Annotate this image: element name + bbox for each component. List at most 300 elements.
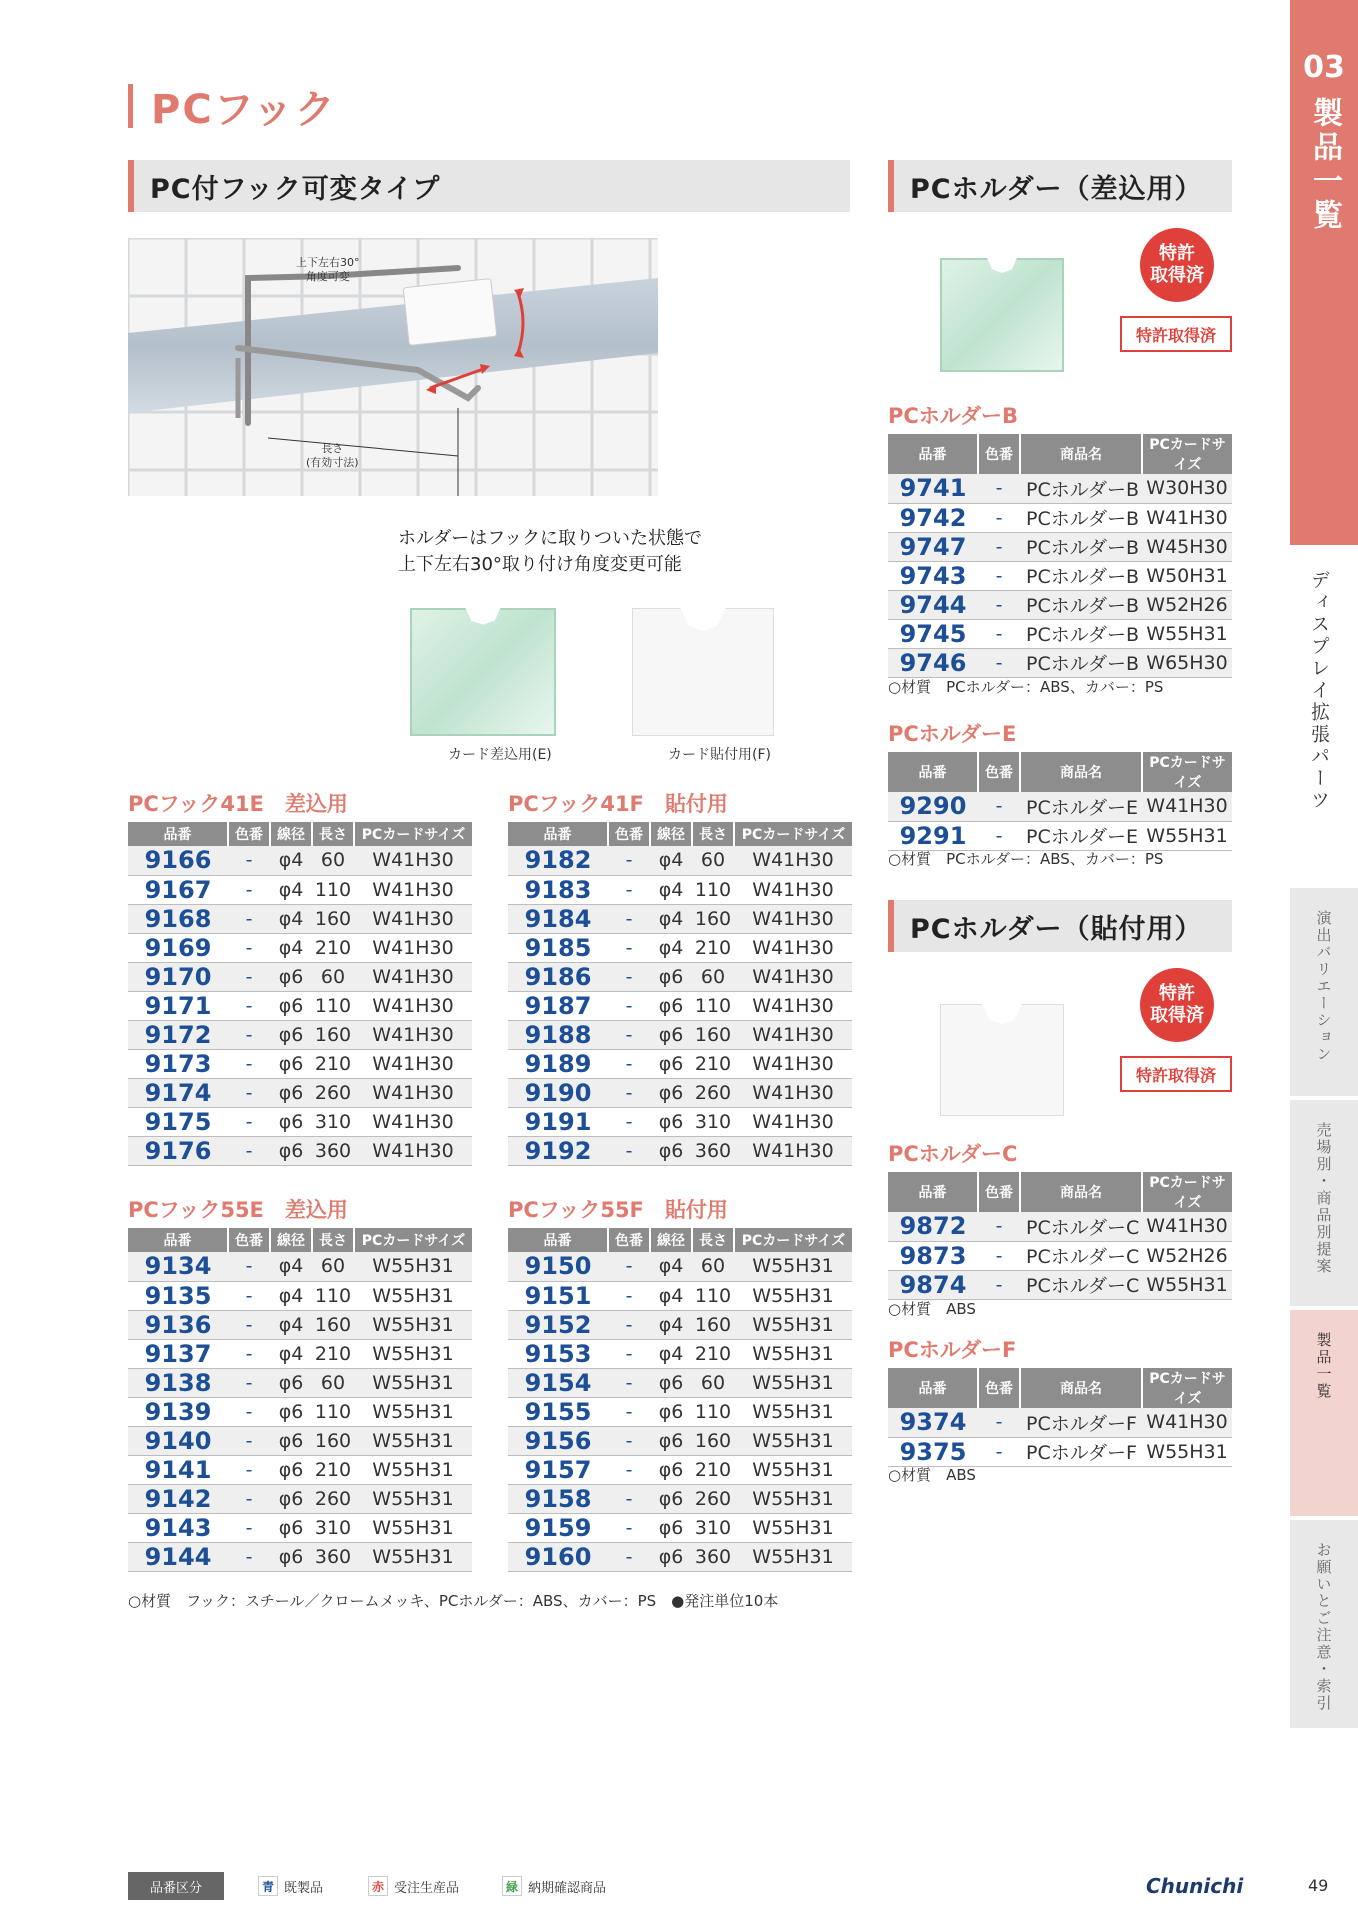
length: 210 bbox=[692, 1049, 734, 1078]
item-code: 9191 bbox=[508, 1107, 608, 1136]
column-header: 線径 bbox=[270, 822, 312, 846]
color-code: - bbox=[228, 846, 270, 875]
item-code: 9158 bbox=[508, 1484, 608, 1513]
length: 260 bbox=[312, 1484, 354, 1513]
item-code: 9155 bbox=[508, 1397, 608, 1426]
color-code: - bbox=[228, 962, 270, 991]
brand-logo: Chunichi bbox=[1146, 1874, 1244, 1898]
hook-table-title: PCフック55E 差込用 bbox=[128, 1198, 348, 1222]
card-size: W55H31 bbox=[354, 1455, 472, 1484]
color-code: - bbox=[228, 875, 270, 904]
wire-diameter: φ4 bbox=[270, 875, 312, 904]
wire-diameter: φ6 bbox=[270, 1397, 312, 1426]
sidebar-section-label: ディスプレイ拡張パーツ bbox=[1308, 570, 1330, 812]
holder-c-note: ○材質 ABS bbox=[888, 1300, 976, 1318]
item-code: 9189 bbox=[508, 1049, 608, 1078]
color-code: - bbox=[228, 1513, 270, 1542]
table-row bbox=[888, 1437, 1232, 1466]
wire-diameter: φ6 bbox=[270, 1542, 312, 1571]
product-name: PCホルダーB bbox=[1020, 590, 1142, 619]
column-header: PCカードサイズ bbox=[354, 822, 472, 846]
item-code: 9136 bbox=[128, 1310, 228, 1339]
item-code: 9182 bbox=[508, 846, 608, 875]
wire-diameter: φ6 bbox=[270, 1368, 312, 1397]
length: 310 bbox=[692, 1107, 734, 1136]
card-size: W65H30 bbox=[1142, 648, 1232, 677]
length: 60 bbox=[312, 846, 354, 875]
table-row bbox=[888, 821, 1232, 850]
product-name: PCホルダーC bbox=[1020, 1270, 1142, 1299]
card-size: W55H31 bbox=[1142, 619, 1232, 648]
color-code: - bbox=[608, 1078, 650, 1107]
column-header: PCカードサイズ bbox=[1142, 752, 1232, 792]
patent-badge: 特許 取得済 bbox=[1140, 968, 1214, 1042]
color-code: - bbox=[608, 1484, 650, 1513]
wire-diameter: φ4 bbox=[650, 1281, 692, 1310]
card-size: W55H31 bbox=[354, 1426, 472, 1455]
item-code: 9156 bbox=[508, 1426, 608, 1455]
item-code: 9743 bbox=[888, 561, 978, 590]
card-size: W41H30 bbox=[354, 933, 472, 962]
holder-e-image bbox=[410, 608, 556, 736]
column-header: 色番 bbox=[608, 822, 650, 846]
table-row bbox=[508, 1049, 852, 1078]
color-code: - bbox=[228, 933, 270, 962]
page-number: 49 bbox=[1308, 1876, 1329, 1895]
legend-mark: 青 bbox=[258, 1876, 278, 1896]
card-size: W55H31 bbox=[354, 1513, 472, 1542]
wire-diameter: φ6 bbox=[650, 1078, 692, 1107]
section-heading-holder-paste: PCホルダー（貼付用） bbox=[888, 900, 1232, 952]
length: 160 bbox=[692, 1426, 734, 1455]
table-row bbox=[128, 1078, 472, 1107]
color-code: - bbox=[978, 561, 1020, 590]
product-name: PCホルダーE bbox=[1020, 792, 1142, 821]
column-header: 色番 bbox=[978, 1172, 1020, 1212]
length: 110 bbox=[312, 1397, 354, 1426]
table-row bbox=[508, 1484, 852, 1513]
column-header: 色番 bbox=[978, 434, 1020, 474]
item-code: 9172 bbox=[128, 1020, 228, 1049]
table-row bbox=[888, 792, 1232, 821]
column-header: 線径 bbox=[650, 822, 692, 846]
length: 110 bbox=[312, 1281, 354, 1310]
table-row bbox=[508, 1281, 852, 1310]
column-header: 長さ bbox=[692, 822, 734, 846]
table-row bbox=[508, 904, 852, 933]
color-code: - bbox=[228, 1310, 270, 1339]
holder-b-note: ○材質 PCホルダー：ABS、カバー：PS bbox=[888, 678, 1164, 696]
card-size: W55H31 bbox=[354, 1397, 472, 1426]
card-size: W41H30 bbox=[734, 875, 852, 904]
color-code: - bbox=[978, 590, 1020, 619]
length: 110 bbox=[692, 1281, 734, 1310]
item-code: 9160 bbox=[508, 1542, 608, 1571]
length: 360 bbox=[312, 1136, 354, 1165]
length: 160 bbox=[312, 904, 354, 933]
item-code: 9134 bbox=[128, 1252, 228, 1281]
length: 260 bbox=[692, 1078, 734, 1107]
color-code: - bbox=[978, 474, 1020, 503]
length: 110 bbox=[692, 991, 734, 1020]
card-size: W55H31 bbox=[354, 1252, 472, 1281]
table-row bbox=[128, 1281, 472, 1310]
item-code: 9375 bbox=[888, 1437, 978, 1466]
card-size: W41H30 bbox=[354, 1020, 472, 1049]
card-size: W55H31 bbox=[734, 1281, 852, 1310]
card-size: W55H31 bbox=[354, 1339, 472, 1368]
hook-table-41f bbox=[508, 822, 852, 1166]
holder-c-image bbox=[940, 1004, 1064, 1116]
holder-table-title: PCホルダーB bbox=[888, 404, 1018, 428]
length: 210 bbox=[692, 1455, 734, 1484]
card-size: W55H31 bbox=[734, 1368, 852, 1397]
item-code: 9144 bbox=[128, 1542, 228, 1571]
chapter-number: 03 bbox=[1303, 50, 1345, 85]
sidebar-tab-products[interactable]: 製品一覧 bbox=[1290, 1310, 1358, 1516]
wire-diameter: φ6 bbox=[270, 1484, 312, 1513]
column-header: 品番 bbox=[508, 822, 608, 846]
wire-diameter: φ6 bbox=[650, 1049, 692, 1078]
card-size: W41H30 bbox=[354, 1049, 472, 1078]
color-code: - bbox=[608, 1455, 650, 1484]
color-code: - bbox=[228, 1281, 270, 1310]
wire-diameter: φ6 bbox=[650, 1513, 692, 1542]
table-row bbox=[508, 933, 852, 962]
color-code: - bbox=[228, 1455, 270, 1484]
length: 110 bbox=[312, 991, 354, 1020]
item-code: 9170 bbox=[128, 962, 228, 991]
table-row bbox=[508, 962, 852, 991]
length: 160 bbox=[312, 1020, 354, 1049]
item-code: 9139 bbox=[128, 1397, 228, 1426]
length: 60 bbox=[312, 1252, 354, 1281]
color-code: - bbox=[978, 1241, 1020, 1270]
color-code: - bbox=[608, 846, 650, 875]
column-header: 長さ bbox=[692, 1228, 734, 1252]
holder-table-b bbox=[888, 434, 1232, 678]
item-code: 9873 bbox=[888, 1241, 978, 1270]
card-size: W41H30 bbox=[1142, 792, 1232, 821]
item-code: 9153 bbox=[508, 1339, 608, 1368]
color-code: - bbox=[228, 1542, 270, 1571]
product-name: PCホルダーE bbox=[1020, 821, 1142, 850]
table-row bbox=[128, 933, 472, 962]
color-code: - bbox=[608, 1339, 650, 1368]
color-code: - bbox=[228, 1368, 270, 1397]
length: 360 bbox=[692, 1136, 734, 1165]
holder-table-e bbox=[888, 752, 1232, 851]
wire-diameter: φ6 bbox=[270, 1049, 312, 1078]
wire-diameter: φ6 bbox=[650, 1542, 692, 1571]
card-size: W50H31 bbox=[1142, 561, 1232, 590]
holder-table-c bbox=[888, 1172, 1232, 1300]
card-size: W41H30 bbox=[354, 846, 472, 875]
section-heading-holder-insert: PCホルダー（差込用） bbox=[888, 160, 1232, 212]
card-size: W41H30 bbox=[354, 875, 472, 904]
table-row bbox=[128, 1513, 472, 1542]
column-header: 長さ bbox=[312, 1228, 354, 1252]
length: 60 bbox=[692, 1368, 734, 1397]
color-code: - bbox=[978, 1437, 1020, 1466]
holder-e-note: ○材質 PCホルダー：ABS、カバー：PS bbox=[888, 850, 1164, 868]
column-header: 品番 bbox=[888, 434, 978, 474]
table-row bbox=[128, 1252, 472, 1281]
product-name: PCホルダーB bbox=[1020, 474, 1142, 503]
card-size: W55H31 bbox=[354, 1542, 472, 1571]
item-code: 9150 bbox=[508, 1252, 608, 1281]
sidebar-tab-notes-index[interactable]: お願いとご注意・索引 bbox=[1290, 1520, 1358, 1728]
table-row bbox=[128, 846, 472, 875]
item-code: 9141 bbox=[128, 1455, 228, 1484]
table-row bbox=[888, 648, 1232, 677]
color-code: - bbox=[978, 648, 1020, 677]
card-size: W55H31 bbox=[734, 1426, 852, 1455]
table-row bbox=[508, 1339, 852, 1368]
color-code: - bbox=[978, 821, 1020, 850]
item-code: 9291 bbox=[888, 821, 978, 850]
color-code: - bbox=[608, 1136, 650, 1165]
item-code: 9140 bbox=[128, 1426, 228, 1455]
hook-product-photo bbox=[128, 238, 658, 496]
legend-mark: 緑 bbox=[502, 1876, 522, 1896]
item-code: 9744 bbox=[888, 590, 978, 619]
length: 210 bbox=[312, 933, 354, 962]
holder-table-title: PCホルダーC bbox=[888, 1142, 1018, 1166]
product-name: PCホルダーC bbox=[1020, 1241, 1142, 1270]
item-code: 9186 bbox=[508, 962, 608, 991]
color-code: - bbox=[978, 1408, 1020, 1437]
color-code: - bbox=[608, 1426, 650, 1455]
card-size: W45H30 bbox=[1142, 532, 1232, 561]
hook-table-41e bbox=[128, 822, 472, 1166]
column-header: 商品名 bbox=[1020, 1368, 1142, 1408]
card-size: W55H31 bbox=[734, 1484, 852, 1513]
color-code: - bbox=[608, 1513, 650, 1542]
wire-diameter: φ4 bbox=[270, 1310, 312, 1339]
column-header: 長さ bbox=[312, 822, 354, 846]
patent-label: 特許取得済 bbox=[1120, 316, 1232, 352]
color-code: - bbox=[608, 1049, 650, 1078]
color-code: - bbox=[978, 503, 1020, 532]
color-code: - bbox=[228, 1136, 270, 1165]
sidebar-chapter-tab[interactable] bbox=[1290, 0, 1358, 545]
card-size: W55H31 bbox=[354, 1310, 472, 1339]
table-row bbox=[128, 1484, 472, 1513]
table-row bbox=[128, 1049, 472, 1078]
wire-diameter: φ4 bbox=[650, 1310, 692, 1339]
table-row bbox=[888, 619, 1232, 648]
wire-diameter: φ4 bbox=[650, 1252, 692, 1281]
card-size: W41H30 bbox=[734, 846, 852, 875]
table-row bbox=[128, 1310, 472, 1339]
column-header: 線径 bbox=[270, 1228, 312, 1252]
table-row bbox=[508, 1513, 852, 1542]
column-header: 品番 bbox=[888, 1172, 978, 1212]
hook-caption: ホルダーはフックに取りついた状態で 上下左右30°取り付け角度変更可能 bbox=[398, 528, 703, 575]
length: 60 bbox=[692, 846, 734, 875]
table-row bbox=[128, 991, 472, 1020]
item-code: 9151 bbox=[508, 1281, 608, 1310]
product-name: PCホルダーF bbox=[1020, 1408, 1142, 1437]
item-code: 9874 bbox=[888, 1270, 978, 1299]
column-header: 商品名 bbox=[1020, 434, 1142, 474]
table-row bbox=[508, 1542, 852, 1571]
color-code: - bbox=[608, 904, 650, 933]
chapter-title: 製品一覧 bbox=[1307, 97, 1342, 233]
color-code: - bbox=[608, 1281, 650, 1310]
wire-diameter: φ6 bbox=[650, 1455, 692, 1484]
holder-f-image bbox=[632, 608, 774, 736]
column-header: PCカードサイズ bbox=[734, 822, 852, 846]
item-code: 9143 bbox=[128, 1513, 228, 1542]
column-header: 色番 bbox=[978, 1368, 1020, 1408]
table-row bbox=[508, 1397, 852, 1426]
color-code: - bbox=[228, 991, 270, 1020]
column-header: 商品名 bbox=[1020, 752, 1142, 792]
sidebar-tab-effects[interactable]: 演出バリエーション bbox=[1290, 888, 1358, 1096]
product-name: PCホルダーB bbox=[1020, 532, 1142, 561]
length: 210 bbox=[692, 1339, 734, 1368]
item-code: 9174 bbox=[128, 1078, 228, 1107]
color-code: - bbox=[228, 1426, 270, 1455]
card-size: W41H30 bbox=[734, 904, 852, 933]
wire-diameter: φ4 bbox=[650, 933, 692, 962]
hook-table-title: PCフック41E 差込用 bbox=[128, 792, 348, 816]
length: 160 bbox=[692, 1310, 734, 1339]
color-code: - bbox=[228, 1020, 270, 1049]
color-code: - bbox=[228, 1078, 270, 1107]
photo-label-length: 長さ (有効寸法) bbox=[306, 442, 359, 469]
color-code: - bbox=[228, 1484, 270, 1513]
column-header: 色番 bbox=[228, 1228, 270, 1252]
length: 110 bbox=[692, 1397, 734, 1426]
table-row bbox=[508, 846, 852, 875]
card-size: W55H31 bbox=[354, 1484, 472, 1513]
card-size: W41H30 bbox=[1142, 1408, 1232, 1437]
table-row bbox=[888, 503, 1232, 532]
item-code: 9872 bbox=[888, 1212, 978, 1241]
product-name: PCホルダーF bbox=[1020, 1437, 1142, 1466]
sidebar-tab-proposals[interactable]: 売場別・商品別提案 bbox=[1290, 1100, 1358, 1306]
color-code: - bbox=[608, 1107, 650, 1136]
table-row bbox=[888, 1212, 1232, 1241]
holder-f-note: ○材質 ABS bbox=[888, 1466, 976, 1484]
wire-diameter: φ4 bbox=[650, 846, 692, 875]
wire-diameter: φ6 bbox=[650, 1020, 692, 1049]
table-row bbox=[508, 1020, 852, 1049]
color-code: - bbox=[608, 875, 650, 904]
section-heading-hook-variable: PC付フック可変タイプ bbox=[128, 160, 850, 212]
card-size: W41H30 bbox=[734, 962, 852, 991]
wire-diameter: φ6 bbox=[270, 991, 312, 1020]
length: 60 bbox=[312, 962, 354, 991]
table-row bbox=[128, 1020, 472, 1049]
holder-f-label: カード貼付用(F) bbox=[668, 747, 771, 763]
legend-item-green: 緑 納期確認商品 bbox=[502, 1876, 606, 1896]
color-code: - bbox=[978, 1212, 1020, 1241]
table-row bbox=[128, 1107, 472, 1136]
wire-diameter: φ4 bbox=[650, 904, 692, 933]
table-row bbox=[508, 1078, 852, 1107]
table-row bbox=[128, 1455, 472, 1484]
card-size: W55H31 bbox=[734, 1310, 852, 1339]
wire-diameter: φ4 bbox=[270, 933, 312, 962]
table-row bbox=[888, 561, 1232, 590]
table-row bbox=[508, 991, 852, 1020]
holder-e-label: カード差込用(E) bbox=[448, 747, 552, 763]
table-row bbox=[888, 532, 1232, 561]
length: 110 bbox=[692, 875, 734, 904]
card-size: W41H30 bbox=[734, 1136, 852, 1165]
hook-table-55e bbox=[128, 1228, 472, 1572]
table-row bbox=[508, 1426, 852, 1455]
length: 210 bbox=[312, 1049, 354, 1078]
wire-diameter: φ6 bbox=[650, 991, 692, 1020]
wire-diameter: φ6 bbox=[650, 1107, 692, 1136]
length: 360 bbox=[692, 1542, 734, 1571]
wire-diameter: φ4 bbox=[650, 875, 692, 904]
item-code: 9176 bbox=[128, 1136, 228, 1165]
table-row bbox=[128, 962, 472, 991]
wire-diameter: φ6 bbox=[270, 1513, 312, 1542]
legend-mark: 赤 bbox=[368, 1876, 388, 1896]
card-size: W30H30 bbox=[1142, 474, 1232, 503]
length: 60 bbox=[692, 962, 734, 991]
color-code: - bbox=[608, 933, 650, 962]
column-header: 色番 bbox=[608, 1228, 650, 1252]
table-row bbox=[508, 1310, 852, 1339]
wire-diameter: φ6 bbox=[650, 1368, 692, 1397]
card-size: W55H31 bbox=[734, 1542, 852, 1571]
table-row bbox=[128, 1136, 472, 1165]
hook-table-title: PCフック55F 貼付用 bbox=[508, 1198, 728, 1222]
table-row bbox=[508, 1107, 852, 1136]
card-size: W52H26 bbox=[1142, 590, 1232, 619]
item-code: 9137 bbox=[128, 1339, 228, 1368]
length: 360 bbox=[312, 1542, 354, 1571]
wire-diameter: φ4 bbox=[650, 1339, 692, 1368]
item-code: 9142 bbox=[128, 1484, 228, 1513]
card-size: W55H31 bbox=[1142, 1437, 1232, 1466]
item-code: 9184 bbox=[508, 904, 608, 933]
card-size: W41H30 bbox=[354, 904, 472, 933]
table-row bbox=[508, 1368, 852, 1397]
card-size: W55H31 bbox=[734, 1513, 852, 1542]
holder-table-title: PCホルダーF bbox=[888, 1338, 1017, 1362]
length: 210 bbox=[692, 933, 734, 962]
hook-table-title: PCフック41F 貼付用 bbox=[508, 792, 728, 816]
item-code: 9135 bbox=[128, 1281, 228, 1310]
table-row bbox=[508, 875, 852, 904]
length: 110 bbox=[312, 875, 354, 904]
item-code: 9169 bbox=[128, 933, 228, 962]
wire-diameter: φ6 bbox=[270, 962, 312, 991]
color-code: - bbox=[608, 1397, 650, 1426]
card-size: W41H30 bbox=[354, 1136, 472, 1165]
card-size: W41H30 bbox=[734, 1107, 852, 1136]
length: 60 bbox=[692, 1252, 734, 1281]
card-size: W41H30 bbox=[734, 933, 852, 962]
card-size: W41H30 bbox=[734, 1049, 852, 1078]
color-code: - bbox=[608, 1368, 650, 1397]
item-code: 9183 bbox=[508, 875, 608, 904]
color-code: - bbox=[228, 1252, 270, 1281]
hook-table-55f bbox=[508, 1228, 852, 1572]
table-row bbox=[508, 1252, 852, 1281]
table-row bbox=[128, 1426, 472, 1455]
item-code: 9188 bbox=[508, 1020, 608, 1049]
